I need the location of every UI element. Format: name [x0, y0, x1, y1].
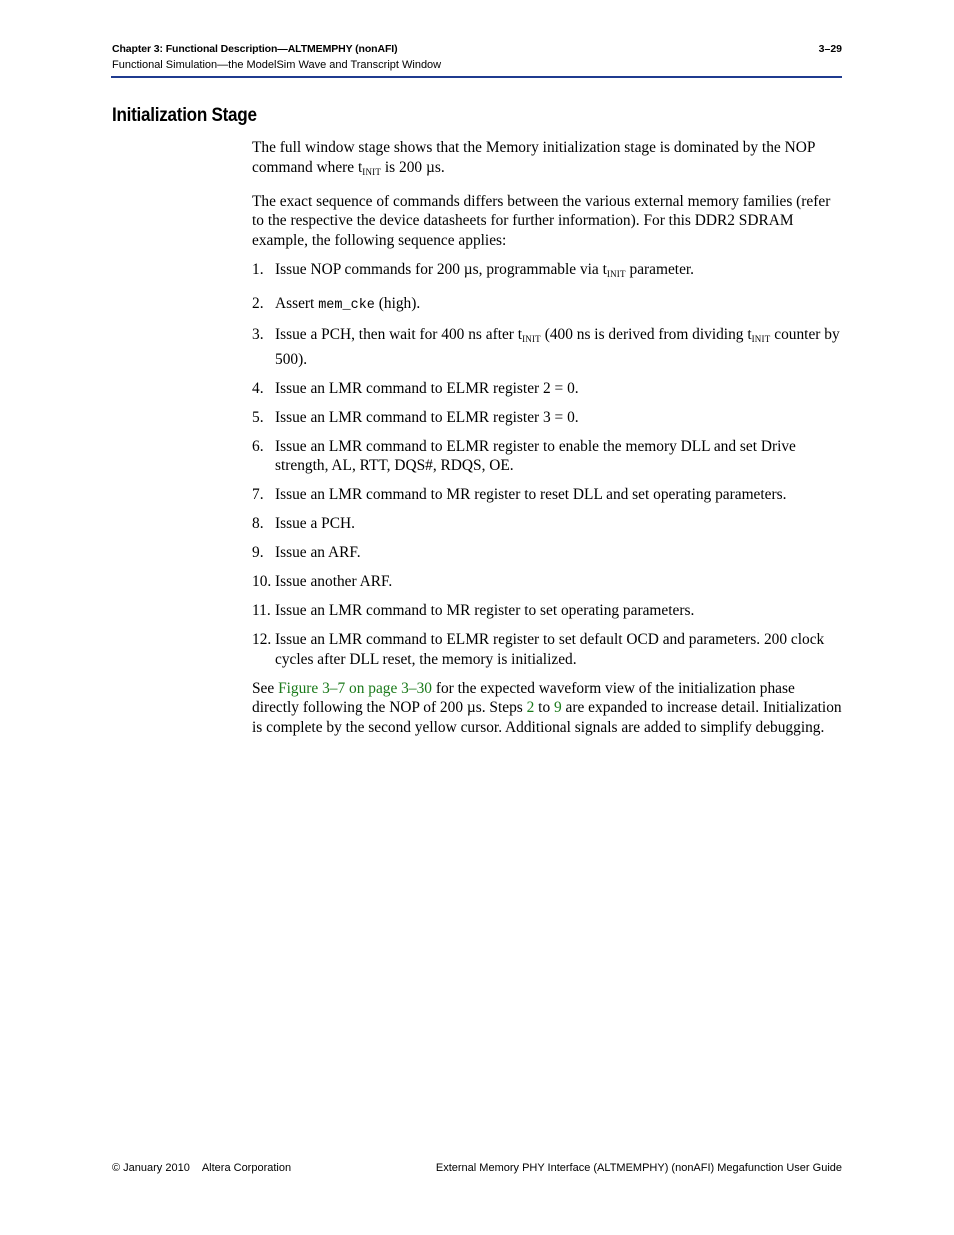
text-run: Issue a PCH.: [275, 515, 355, 533]
step-number: 8.: [252, 515, 264, 533]
text-run: Issue NOP commands for 200 µs, programmable via t: [275, 261, 607, 279]
list-item: [252, 325, 844, 369]
step-number: 1.: [252, 261, 264, 279]
list-item: [252, 437, 844, 476]
step-number: 5.: [252, 408, 264, 426]
step-number: 10.: [252, 573, 272, 591]
paragraph-figure-reference: [252, 679, 844, 738]
step-number: 2.: [252, 295, 264, 313]
step-number: 11.: [252, 602, 271, 620]
text-run: Issue an ARF.: [275, 544, 361, 562]
list-item: [252, 601, 844, 621]
text-run: parameter.: [625, 261, 695, 279]
text-run: Issue an LMR command to ELMR register 2 = 0.: [275, 379, 579, 397]
subscript: INIT: [362, 166, 382, 177]
subscript: INIT: [606, 269, 626, 280]
header-chapter: Chapter 3: Functional Description—ALTMEMPHY (nonAFI): [112, 43, 398, 55]
body-text: [252, 138, 844, 747]
list-item: [252, 294, 844, 316]
text-run: Assert: [275, 295, 319, 313]
text-run: Issue an LMR command to ELMR register 3 = 0.: [275, 408, 579, 426]
paragraph-sequence-intro: The exact sequence of commands differs between the various external memory families (refer to the respective the device datasheets for further information). For this DDR2 SDRAM example, the following sequence applies:: [252, 192, 831, 249]
footer-left: [112, 1162, 291, 1174]
text-run: Issue an LMR command to ELMR register to set default OCD and parameters. 200 clock cycles after DLL reset, the memory is initialized.: [275, 631, 825, 668]
list-item: [252, 514, 844, 534]
text-run: See: [252, 679, 279, 697]
text-run: are expanded to increase detail. Initialization is complete by the second yellow cursor. Additional signals are added to simplify debugging.: [252, 699, 842, 736]
text-run: Issue an LMR command to MR register to reset DLL and set operating parameters.: [275, 486, 787, 504]
footer-guide-title: External Memory PHY Interface (ALTMEMPHY) (nonAFI) Megafunction User Guide: [435, 1162, 842, 1174]
header-rule: [111, 76, 842, 78]
step-link[interactable]: 9: [554, 699, 562, 717]
footer-copyright: © January 2010: [112, 1162, 190, 1174]
text-run: The full window stage shows that the Memory initialization stage is dominated by the NOP command where t: [252, 139, 815, 176]
step-number: 9.: [252, 544, 264, 562]
text-run: (high).: [374, 295, 421, 313]
figure-link[interactable]: Figure 3–7 on page 3–30: [278, 679, 432, 697]
text-run: Issue an LMR command to MR register to set operating parameters.: [275, 602, 695, 620]
list-item: [252, 260, 844, 285]
text-run: counter by 500).: [275, 326, 840, 368]
text-run: for the expected waveform view of the initialization phase directly following the NOP of 200 µs. Steps: [252, 679, 795, 717]
text-run: to: [534, 699, 554, 717]
list-item: [252, 630, 844, 669]
step-number: 12.: [252, 631, 272, 649]
list-item: [252, 543, 844, 563]
list-item: [252, 485, 844, 505]
step-link[interactable]: 2: [526, 699, 535, 717]
list-item: [252, 572, 844, 592]
header-page-number: 3–29: [818, 43, 842, 55]
step-number: 3.: [252, 326, 264, 344]
step-number: 6.: [252, 437, 264, 455]
subscript: INIT: [751, 334, 771, 345]
step-number: 4.: [252, 379, 264, 397]
header-section-title: Functional Simulation—the ModelSim Wave and Transcript Window: [112, 59, 442, 71]
section-heading: Initialization Stage: [112, 105, 257, 126]
steps-list: [252, 260, 844, 669]
text-run: is 200 µs.: [381, 158, 445, 176]
text-run: (400 ns is derived from dividing t: [540, 326, 752, 344]
text-run: Issue an LMR command to ELMR register to enable the memory DLL and set Drive strength, AL, RTT, DQS#, RDQS, OE.: [275, 437, 796, 475]
list-item: [252, 408, 844, 428]
code-signal: mem_cke: [318, 298, 375, 314]
paragraph-intro: [252, 138, 844, 182]
subscript: INIT: [522, 334, 541, 345]
text-run: Issue a PCH, then wait for 400 ns after t: [275, 326, 523, 344]
text-run: Issue another ARF.: [275, 573, 393, 591]
step-number: 7.: [252, 486, 264, 504]
footer-company: Altera Corporation: [201, 1162, 292, 1174]
list-item: [252, 379, 844, 399]
